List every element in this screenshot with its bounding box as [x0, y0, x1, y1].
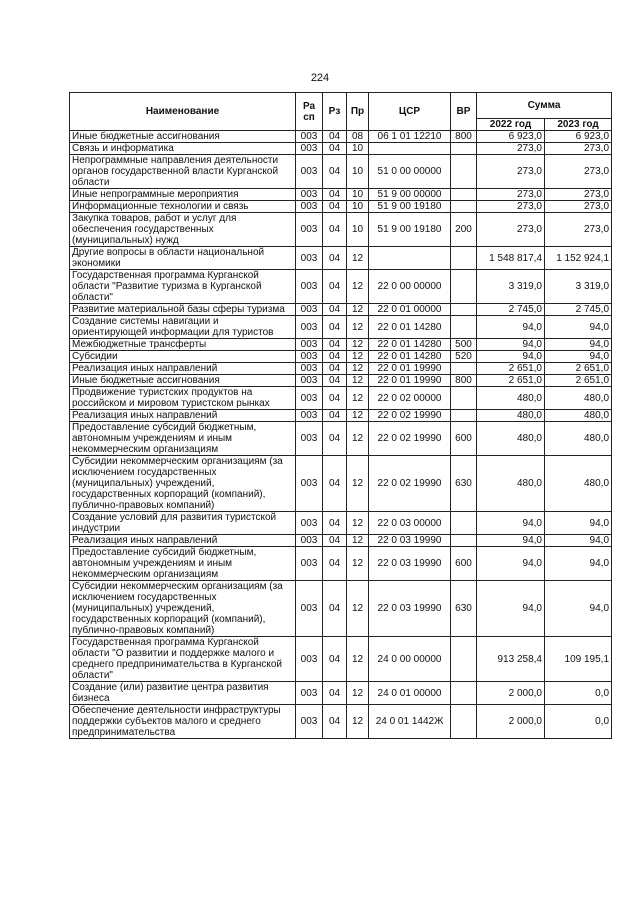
row-name: Иные бюджетные ассигнования [70, 375, 296, 387]
table-row [70, 547, 612, 581]
row-rz: 04 [323, 512, 347, 535]
row-sum-2022: 94,0 [477, 316, 545, 339]
row-sum-2023: 480,0 [545, 387, 612, 410]
row-rasp: 003 [296, 304, 323, 316]
row-rasp: 003 [296, 247, 323, 270]
page-number: 224 [310, 72, 330, 84]
row-rasp: 003 [296, 547, 323, 581]
row-rz: 04 [323, 131, 347, 143]
row-pr: 12 [347, 316, 369, 339]
row-vr [451, 682, 477, 705]
row-sum-2023: 2 651,0 [545, 375, 612, 387]
row-rasp: 003 [296, 339, 323, 351]
row-name: Непрограммные направления деятельности органов государственной власти Курганской области [70, 155, 296, 189]
row-sum-2022: 94,0 [477, 581, 545, 637]
row-vr [451, 189, 477, 201]
row-rz: 04 [323, 201, 347, 213]
row-sum-2022: 480,0 [477, 387, 545, 410]
row-rasp: 003 [296, 143, 323, 155]
row-sum-2023: 94,0 [545, 547, 612, 581]
row-sum-2022: 94,0 [477, 339, 545, 351]
table-row [70, 247, 612, 270]
row-rasp: 003 [296, 375, 323, 387]
row-sum-2023: 109 195,1 [545, 637, 612, 682]
row-pr: 10 [347, 143, 369, 155]
row-sum-2023: 3 319,0 [545, 270, 612, 304]
row-sum-2022: 273,0 [477, 143, 545, 155]
row-rasp: 003 [296, 131, 323, 143]
row-sum-2023: 0,0 [545, 705, 612, 739]
row-name: Субсидии некоммерческим организациям (за исключением государственных (муниципальных) учреждений, государственных корпораций (компаний), публично-правовых компаний) [70, 456, 296, 512]
row-rasp: 003 [296, 270, 323, 304]
row-name: Развитие материальной базы сферы туризма [70, 304, 296, 316]
row-rz: 04 [323, 705, 347, 739]
row-pr: 12 [347, 247, 369, 270]
row-vr [451, 316, 477, 339]
row-vr: 200 [451, 213, 477, 247]
row-rz: 04 [323, 316, 347, 339]
row-pr: 12 [347, 339, 369, 351]
row-vr: 630 [451, 456, 477, 512]
row-pr: 12 [347, 387, 369, 410]
table-row [70, 131, 612, 143]
row-sum-2023: 94,0 [545, 581, 612, 637]
row-vr: 800 [451, 375, 477, 387]
row-rasp: 003 [296, 316, 323, 339]
header-csr: ЦСР [369, 93, 451, 131]
row-name: Иные непрограммные мероприятия [70, 189, 296, 201]
table-row [70, 339, 612, 351]
row-name: Реализация иных направлений [70, 363, 296, 375]
row-sum-2022: 6 923,0 [477, 131, 545, 143]
row-name: Продвижение туристских продуктов на российском и мировом туристском рынках [70, 387, 296, 410]
row-rz: 04 [323, 422, 347, 456]
row-sum-2023: 94,0 [545, 316, 612, 339]
table-row [70, 304, 612, 316]
row-name: Реализация иных направлений [70, 410, 296, 422]
row-name: Закупка товаров, работ и услуг для обеспечения государственных (муниципальных) нужд [70, 213, 296, 247]
row-pr: 10 [347, 213, 369, 247]
row-sum-2023: 94,0 [545, 512, 612, 535]
row-pr: 12 [347, 304, 369, 316]
row-sum-2023: 273,0 [545, 189, 612, 201]
row-rz: 04 [323, 213, 347, 247]
row-sum-2022: 2 000,0 [477, 682, 545, 705]
row-pr: 12 [347, 363, 369, 375]
table-row [70, 201, 612, 213]
row-name: Государственная программа Курганской области "Развитие туризма в Курганской области" [70, 270, 296, 304]
row-pr: 10 [347, 201, 369, 213]
row-csr: 22 0 01 00000 [369, 304, 451, 316]
table-row [70, 410, 612, 422]
table-row [70, 155, 612, 189]
row-name: Создание условий для развития туристской индустрии [70, 512, 296, 535]
row-csr: 22 0 03 19990 [369, 547, 451, 581]
row-rasp: 003 [296, 456, 323, 512]
row-csr: 51 9 00 19180 [369, 201, 451, 213]
row-vr: 500 [451, 339, 477, 351]
row-vr [451, 535, 477, 547]
row-sum-2023: 480,0 [545, 410, 612, 422]
row-name: Межбюджетные трансферты [70, 339, 296, 351]
row-vr: 630 [451, 581, 477, 637]
row-pr: 12 [347, 547, 369, 581]
row-rasp: 003 [296, 512, 323, 535]
row-sum-2023: 2 651,0 [545, 363, 612, 375]
row-pr: 12 [347, 581, 369, 637]
table-row [70, 363, 612, 375]
row-pr: 12 [347, 682, 369, 705]
row-csr: 06 1 01 12210 [369, 131, 451, 143]
row-rasp: 003 [296, 637, 323, 682]
row-vr [451, 270, 477, 304]
table-row [70, 581, 612, 637]
row-csr [369, 143, 451, 155]
row-vr [451, 143, 477, 155]
row-sum-2023: 94,0 [545, 351, 612, 363]
row-name: Обеспечение деятельности инфраструктуры поддержки субъектов малого и среднего предпринимательства [70, 705, 296, 739]
row-rz: 04 [323, 247, 347, 270]
row-name: Другие вопросы в области национальной экономики [70, 247, 296, 270]
row-name: Государственная программа Курганской области "О развитии и поддержке малого и среднего предпринимательства в Курганской области" [70, 637, 296, 682]
row-rz: 04 [323, 304, 347, 316]
row-name: Иные бюджетные ассигнования [70, 131, 296, 143]
row-csr: 22 0 02 00000 [369, 387, 451, 410]
row-rasp: 003 [296, 189, 323, 201]
row-sum-2023: 94,0 [545, 339, 612, 351]
header-2022: 2022 год [477, 119, 545, 131]
header-pr: Пр [347, 93, 369, 131]
row-rz: 04 [323, 339, 347, 351]
row-vr [451, 637, 477, 682]
row-csr: 22 0 03 00000 [369, 512, 451, 535]
table-row [70, 512, 612, 535]
table-row [70, 351, 612, 363]
row-sum-2022: 94,0 [477, 512, 545, 535]
table-row [70, 316, 612, 339]
row-csr: 22 0 00 00000 [369, 270, 451, 304]
row-rz: 04 [323, 535, 347, 547]
row-csr: 22 0 01 14280 [369, 339, 451, 351]
table-row [70, 535, 612, 547]
row-rz: 04 [323, 143, 347, 155]
table-row [70, 637, 612, 682]
row-vr [451, 363, 477, 375]
row-vr: 600 [451, 547, 477, 581]
table-row [70, 682, 612, 705]
row-name: Информационные технологии и связь [70, 201, 296, 213]
budget-table [69, 92, 612, 739]
row-sum-2022: 2 000,0 [477, 705, 545, 739]
row-rz: 04 [323, 682, 347, 705]
row-pr: 12 [347, 512, 369, 535]
row-sum-2022: 1 548 817,4 [477, 247, 545, 270]
row-csr: 22 0 02 19990 [369, 456, 451, 512]
row-csr: 24 0 00 00000 [369, 637, 451, 682]
row-sum-2022: 480,0 [477, 422, 545, 456]
row-csr: 51 9 00 19180 [369, 213, 451, 247]
row-name: Связь и информатика [70, 143, 296, 155]
row-csr: 22 0 01 14280 [369, 351, 451, 363]
row-sum-2022: 94,0 [477, 547, 545, 581]
row-sum-2023: 273,0 [545, 213, 612, 247]
row-name: Создание системы навигации и ориентирующей информации для туристов [70, 316, 296, 339]
row-rasp: 003 [296, 351, 323, 363]
row-name: Предоставление субсидий бюджетным, автономным учреждениям и иным некоммерческим организациям [70, 547, 296, 581]
header-2023: 2023 год [545, 119, 612, 131]
row-vr: 800 [451, 131, 477, 143]
row-sum-2022: 273,0 [477, 201, 545, 213]
row-csr: 22 0 01 19990 [369, 375, 451, 387]
row-pr: 12 [347, 705, 369, 739]
row-csr: 22 0 03 19990 [369, 535, 451, 547]
table-row [70, 270, 612, 304]
row-rz: 04 [323, 155, 347, 189]
row-rz: 04 [323, 189, 347, 201]
row-name: Субсидии [70, 351, 296, 363]
row-csr: 22 0 02 19990 [369, 410, 451, 422]
row-sum-2023: 480,0 [545, 422, 612, 456]
row-csr: 22 0 02 19990 [369, 422, 451, 456]
row-rz: 04 [323, 387, 347, 410]
row-sum-2023: 273,0 [545, 201, 612, 213]
header-rasp: Ра сп [296, 93, 323, 131]
table-row [70, 422, 612, 456]
row-sum-2022: 3 319,0 [477, 270, 545, 304]
row-sum-2022: 2 651,0 [477, 375, 545, 387]
table-row [70, 705, 612, 739]
row-name: Реализация иных направлений [70, 535, 296, 547]
row-rasp: 003 [296, 535, 323, 547]
header-sum: Сумма [477, 93, 612, 119]
row-rz: 04 [323, 456, 347, 512]
header-rz: Рз [323, 93, 347, 131]
row-csr: 22 0 03 19990 [369, 581, 451, 637]
row-pr: 12 [347, 375, 369, 387]
row-csr: 51 9 00 00000 [369, 189, 451, 201]
row-vr [451, 387, 477, 410]
row-sum-2022: 94,0 [477, 351, 545, 363]
row-csr: 24 0 01 00000 [369, 682, 451, 705]
row-rasp: 003 [296, 387, 323, 410]
row-vr: 520 [451, 351, 477, 363]
row-pr: 12 [347, 410, 369, 422]
row-vr: 600 [451, 422, 477, 456]
row-pr: 12 [347, 535, 369, 547]
row-sum-2023: 1 152 924,1 [545, 247, 612, 270]
table-row [70, 456, 612, 512]
row-rasp: 003 [296, 682, 323, 705]
row-vr [451, 247, 477, 270]
row-rasp: 003 [296, 422, 323, 456]
row-sum-2023: 2 745,0 [545, 304, 612, 316]
row-rz: 04 [323, 270, 347, 304]
row-vr [451, 512, 477, 535]
row-rz: 04 [323, 637, 347, 682]
row-pr: 10 [347, 189, 369, 201]
row-sum-2022: 273,0 [477, 213, 545, 247]
row-pr: 10 [347, 155, 369, 189]
row-csr: 22 0 01 19990 [369, 363, 451, 375]
row-sum-2022: 2 745,0 [477, 304, 545, 316]
row-sum-2023: 273,0 [545, 143, 612, 155]
row-sum-2022: 94,0 [477, 535, 545, 547]
row-pr: 12 [347, 351, 369, 363]
row-sum-2022: 480,0 [477, 410, 545, 422]
header-name: Наименование [70, 93, 296, 131]
row-rz: 04 [323, 375, 347, 387]
row-sum-2023: 480,0 [545, 456, 612, 512]
row-vr [451, 155, 477, 189]
row-rz: 04 [323, 547, 347, 581]
row-vr [451, 304, 477, 316]
row-pr: 12 [347, 456, 369, 512]
row-sum-2022: 480,0 [477, 456, 545, 512]
row-vr [451, 705, 477, 739]
table-row [70, 213, 612, 247]
row-pr: 08 [347, 131, 369, 143]
row-csr: 51 0 00 00000 [369, 155, 451, 189]
row-pr: 12 [347, 270, 369, 304]
row-sum-2023: 273,0 [545, 155, 612, 189]
row-vr [451, 201, 477, 213]
table-row [70, 375, 612, 387]
row-rasp: 003 [296, 213, 323, 247]
row-vr [451, 410, 477, 422]
row-rasp: 003 [296, 363, 323, 375]
row-sum-2023: 6 923,0 [545, 131, 612, 143]
row-rz: 04 [323, 363, 347, 375]
row-sum-2022: 273,0 [477, 155, 545, 189]
table-row [70, 189, 612, 201]
row-rasp: 003 [296, 705, 323, 739]
row-pr: 12 [347, 422, 369, 456]
row-sum-2023: 0,0 [545, 682, 612, 705]
row-rasp: 003 [296, 581, 323, 637]
table-row [70, 387, 612, 410]
row-rz: 04 [323, 410, 347, 422]
row-sum-2022: 273,0 [477, 189, 545, 201]
row-sum-2022: 913 258,4 [477, 637, 545, 682]
row-rasp: 003 [296, 155, 323, 189]
row-name: Создание (или) развитие центра развития бизнеса [70, 682, 296, 705]
row-csr [369, 247, 451, 270]
row-rasp: 003 [296, 410, 323, 422]
row-name: Субсидии некоммерческим организациям (за исключением государственных (муниципальных) учреждений, государственных корпораций (компаний), публично-правовых компаний) [70, 581, 296, 637]
row-rasp: 003 [296, 201, 323, 213]
row-rz: 04 [323, 351, 347, 363]
row-rz: 04 [323, 581, 347, 637]
row-sum-2023: 94,0 [545, 535, 612, 547]
row-csr: 24 0 01 1442Ж [369, 705, 451, 739]
header-vr: ВР [451, 93, 477, 131]
row-sum-2022: 2 651,0 [477, 363, 545, 375]
row-csr: 22 0 01 14280 [369, 316, 451, 339]
row-name: Предоставление субсидий бюджетным, автономным учреждениям и иным некоммерческим организациям [70, 422, 296, 456]
table-row [70, 143, 612, 155]
row-pr: 12 [347, 637, 369, 682]
